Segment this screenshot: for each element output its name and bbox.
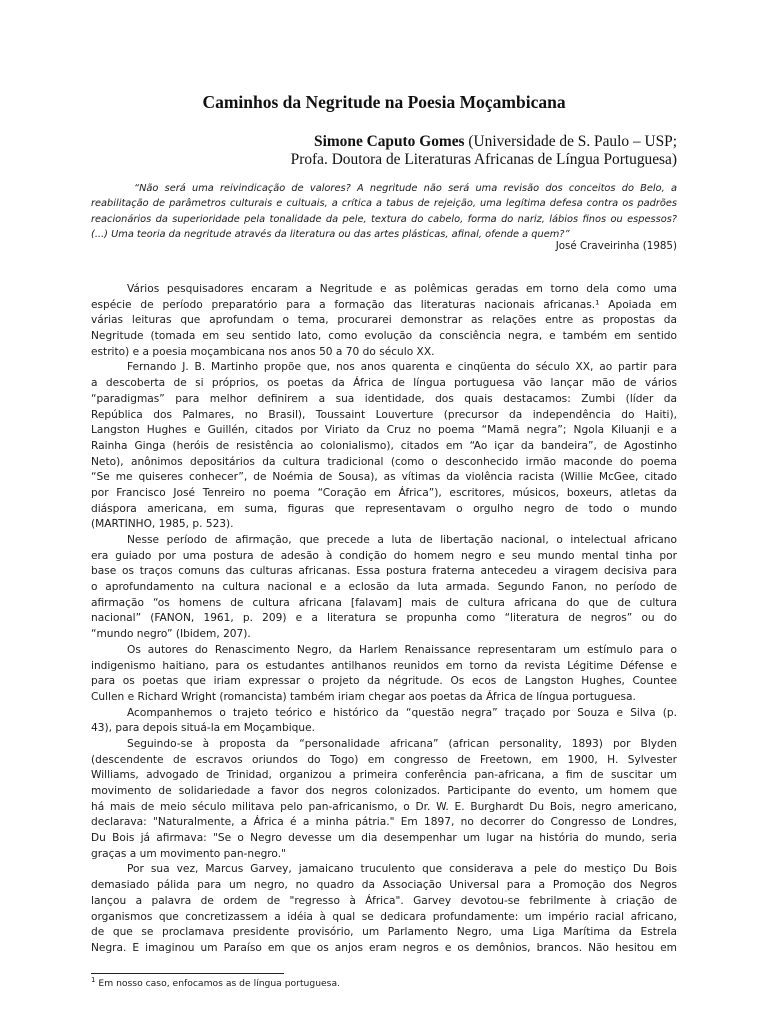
body-line: de que se proclamava presidente provisório, um Parlamento Negro, uma Liga Marítima da Estrela [91, 926, 677, 939]
body-line: Os autores do Renascimento Negro, da Harlem Renaissance representaram um estímulo para o [127, 643, 677, 656]
body-line: organismos que concretizassem a idéia à qual se dedicara profundamente: um império racial africano, [91, 910, 677, 923]
body-line: Acompanhemos o trajeto teórico e histórico da “questão negra” traçado por Souza e Silva (p. [127, 706, 677, 719]
body-line: Negra. E imaginou um Paraíso em que os anjos eram negros e os demônios, brancos. Não hesitou em [91, 941, 677, 954]
body-line: Vários pesquisadores encaram a Negritude e as polêmicas geradas em torno dela como uma [127, 283, 677, 295]
body-line: “Se me quiseres conhecer”, de Noémia de Sousa), as vítimas da violência racista (Willie McGee, citado [91, 471, 677, 484]
author-block [117, 133, 677, 169]
footnote-divider [91, 973, 284, 974]
body-line: graças a um movimento pan-negro." [91, 847, 286, 860]
body-line: era guiado por uma postura de adesão à condição do homem negro e seu mundo mental tinha por [91, 549, 677, 562]
body-line: “paradigmas” para melhor definirem a sua identidade, dos quais destacamos: Zumbi (líder da [91, 392, 677, 405]
body-line: Du Bois já afirmava: "Se o Negro devesse um dia desempenhar um lugar na história do mundo, seria [91, 832, 677, 845]
author-affiliation-2: Profa. Doutora de Literaturas Africanas de Língua Portuguesa) [290, 151, 677, 168]
body-line: Nesse período de afirmação, que precede a luta de libertação nacional, o intelectual africano [127, 534, 677, 546]
body-line: indigenismo haitiano, para os estudantes antilhanos reunidos em torno da revista Légitime Défense e [91, 659, 677, 672]
body-line: (MARTINHO, 1985, p. 523). [91, 518, 234, 531]
body-line: estrito) e a poesia moçambicana nos anos 50 a 70 do século XX. [91, 345, 435, 358]
body-line: movimento de solidariedade a favor dos negros colonizados. Participante do evento, um homem que [91, 785, 677, 797]
body-line: Neto), anônimos depositários da cultura tradicional (como o desconhecido irmão maconde do poema [91, 455, 677, 468]
article-title: Caminhos da Negritude na Poesia Moçambicana [202, 92, 566, 112]
body-line: 43), para depois situá-la em Moçambique. [91, 722, 315, 735]
body-line: base os traços comuns das culturas africanas. Essa postura fraterna antecedeu a viragem decisiva para [91, 565, 677, 578]
body-line: diáspora americana, em suma, figuras que representavam o orgulho negro de todo o mundo [91, 502, 677, 515]
body-line: Langston Hughes e Guillén, citados por Viriato da Cruz no poema “Mamã negra”; Ngola Kiluanji e a [91, 424, 677, 437]
epigraph-line: “Não será uma reivindicação de valores? A negritude não será uma revisão dos conceitos do Belo, a [134, 183, 677, 194]
body-line: Rainha Ginga (heróis de resistência ao colonialismo), citados em “Ao içar da bandeira”, de Agostinho [91, 439, 677, 452]
body-line: República dos Palmares, no Brasil), Toussaint Louverture (precursor da independência do Haiti), [91, 408, 677, 421]
body-line: Fernando J. B. Martinho propõe que, nos anos quarenta e cinqüenta do século XX, ao partir para [127, 361, 677, 374]
body-line: para os poetas que iriam expressar o projeto da négritude. Os ecos de Langston Hughes, Countee [91, 675, 677, 688]
body-line: lançou a palavra de ordem de "regresso à África". Garvey devotou-se febrilmente à criação de [91, 894, 677, 907]
epigraph-line: reacionários da superioridade pela tonalidade da pele, textura do cabelo, forma do nariz, lábios finos ou espessos? [91, 213, 677, 225]
body-line: Cullen e Richard Wright (romancista) também iriam chegar aos poetas da África de língua portuguesa. [91, 690, 636, 703]
body-line: “mundo negro” (Ibidem, 207). [91, 628, 251, 641]
author-affiliation-1: (Universidade de S. Paulo – USP; [464, 133, 677, 150]
body-text [91, 282, 677, 957]
epigraph-line: reabilitação de parâmetros culturais e cultuais, a crítica a tabus de rejeição, uma legítima defesa contra os padrões [91, 198, 677, 210]
body-line: Seguindo-se à proposta da “personalidade africana” (african personality, 1893) por Blyden [127, 737, 677, 750]
body-line: espécie de período preparatório para a formação das literaturas nacionais africanas.¹ Apoiada em [91, 298, 677, 311]
footnote [91, 975, 341, 989]
footnote-marker: 1 [91, 975, 96, 984]
body-line: a descoberta de si próprios, os poetas da África de língua portuguesa vão lançar mão de vários [91, 377, 677, 390]
epigraph-line: (...) Uma teoria da negritude através da literatura ou das artes plásticas, afinal, ofende a quem?” [91, 229, 570, 241]
author-name: Simone Caputo Gomes [314, 133, 465, 150]
body-line: várias leituras que aprofundam o tema, procurarei demonstrar as relações entre as propostas da [91, 314, 677, 327]
body-line: Williams, advogado de Trinidad, organizou a primeira conferência pan-africana, a fim de suscitar um [91, 769, 677, 782]
body-line: Negritude (tomada em seu sentido lato, como evolução da consciência negra, e também em sentido [91, 330, 677, 343]
footnote-text: Em nosso caso, enfocamos as de língua portuguesa. [98, 978, 341, 989]
body-line: por Francisco José Tenreiro no poema “Coração em África”), escritores, músicos, boxeurs, atletas da [91, 486, 677, 499]
epigraph [91, 181, 677, 243]
body-line: há mais de meio século militava pelo pan-africanismo, o Dr. W. E. Burghardt Du Bois, negro americano, [91, 800, 677, 813]
body-line: o aprofundamento na cultura nacional e a eclosão da luta armada. Segundo Fanon, no período de [91, 581, 677, 594]
body-line: nacional” (FANON, 1961, p. 209) e a literatura se propunha como “literatura de negros” ou do [91, 612, 677, 625]
author-line-1 [117, 133, 677, 151]
body-line: (descendente de escravos oriundos do Togo) em congresso de Freetown, em 1900, H. Sylvester [91, 753, 677, 766]
body-line: declarava: "Naturalmente, a África é a minha pátria." Em 1897, no decorrer do Congresso de Londres, [91, 816, 677, 829]
body-line: Por sua vez, Marcus Garvey, jamaicano truculento que considerava a pele do mestiço Du Bois [127, 863, 677, 876]
body-line: demasiado pálida para um negro, no quadro da Associação Universal para a Promoção dos Negros [91, 879, 677, 892]
epigraph-attribution: José Craveirinha (1985) [555, 240, 677, 252]
body-line: afirmação “os homens de cultura africana [falavam] mais de cultura africana do que de cultura [91, 596, 677, 609]
